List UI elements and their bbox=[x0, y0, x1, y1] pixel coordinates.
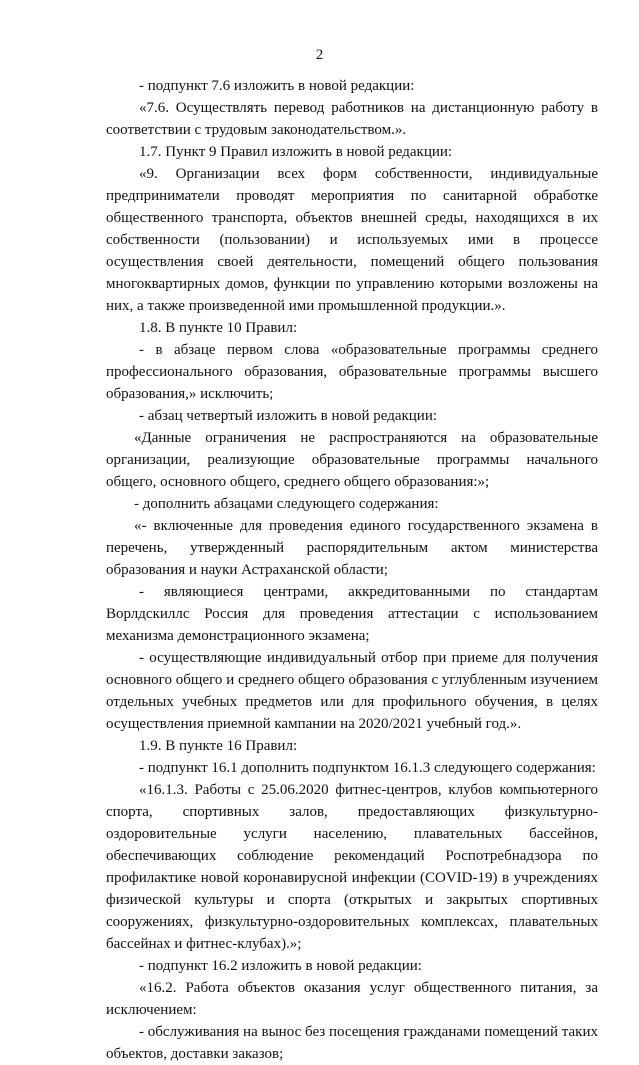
paragraph: - осуществляющие индивидуальный отбор при приеме для получения основного общего и среднего общего образования с углубленным изучением отдельных учебных предметов или для профильного обучения, в целях осуществления приемной кампании на 2020/2021 учебный год.». bbox=[106, 650, 598, 732]
paragraph: «- включенные для проведения единого государственного экзамена в перечень, утвержденный распорядительным актом министерства образования и науки Астраханской области; bbox=[106, 518, 598, 578]
paragraph: «Данные ограничения не распространяются на образовательные организации, реализующие образовательные программы начального общего, основного общего, среднего общего образования:»; bbox=[106, 430, 598, 490]
paragraph: - подпункт 7.6 изложить в новой редакции: bbox=[139, 78, 415, 94]
paragraph: - абзац четвертый изложить в новой редакции: bbox=[139, 408, 438, 424]
paragraph: - в абзаце первом слова «образовательные программы среднего профессионального образования, образовательные программы высшего образования,» исключить; bbox=[106, 342, 598, 402]
paragraph: «16.2. Работа объектов оказания услуг общественного питания, за исключением: bbox=[106, 980, 598, 1018]
paragraph: «16.1.3. Работы с 25.06.2020 фитнес-центров, клубов компьютерного спорта, спортивных залов, предоставляющих физкультурно-оздоровительные услуги населению, плавательных бассейнов, обеспечивающих соблюдение рекомендаций Роспотребнадзора по профилактике новой коронавирусной инфекции (COVID-19) в учреждениях физической культуры и спорта (открытых и закрытых спортивных сооружениях, физкультурно-оздоровительных комплексах, плавательных бассейнах и фитнес-клубах).»; bbox=[106, 782, 598, 952]
document-body bbox=[106, 75, 598, 1065]
paragraph: «9. Организации всех форм собственности, индивидуальные предприниматели проводят мероприятия по санитарной обработке общественного транспорта, объектов внешней среды, находящихся в их собственности (пользовании) и используемых ими в процессе осуществления своей деятельности, помещений общего пользования многоквартирных домов, функции по управлению которыми возложены на них, а также произведенной ими промышленной продукции.». bbox=[106, 166, 598, 314]
paragraph: 1.7. Пункт 9 Правил изложить в новой редакции: bbox=[139, 144, 453, 160]
paragraph: - обслуживания на вынос без посещения гражданами помещений таких объектов, доставки заказов; bbox=[106, 1024, 598, 1062]
page-number: 2 bbox=[315, 47, 324, 63]
paragraph: - подпункт 16.2 изложить в новой редакции: bbox=[139, 958, 422, 974]
paragraph: 1.8. В пункте 10 Правил: bbox=[139, 320, 298, 336]
paragraph: - дополнить абзацами следующего содержания: bbox=[134, 496, 439, 512]
paragraph: 1.9. В пункте 16 Правил: bbox=[139, 738, 298, 754]
paragraph: - являющиеся центрами, аккредитованными по стандартам Ворлдскиллс Россия для проведения аттестации с использованием механизма демонстрационного экзамена; bbox=[106, 584, 598, 644]
paragraph: «7.6. Осуществлять перевод работников на дистанционную работу в соответствии с трудовым законодательством.». bbox=[106, 100, 598, 138]
paragraph: - подпункт 16.1 дополнить подпунктом 16.1.3 следующего содержания: bbox=[139, 760, 596, 776]
